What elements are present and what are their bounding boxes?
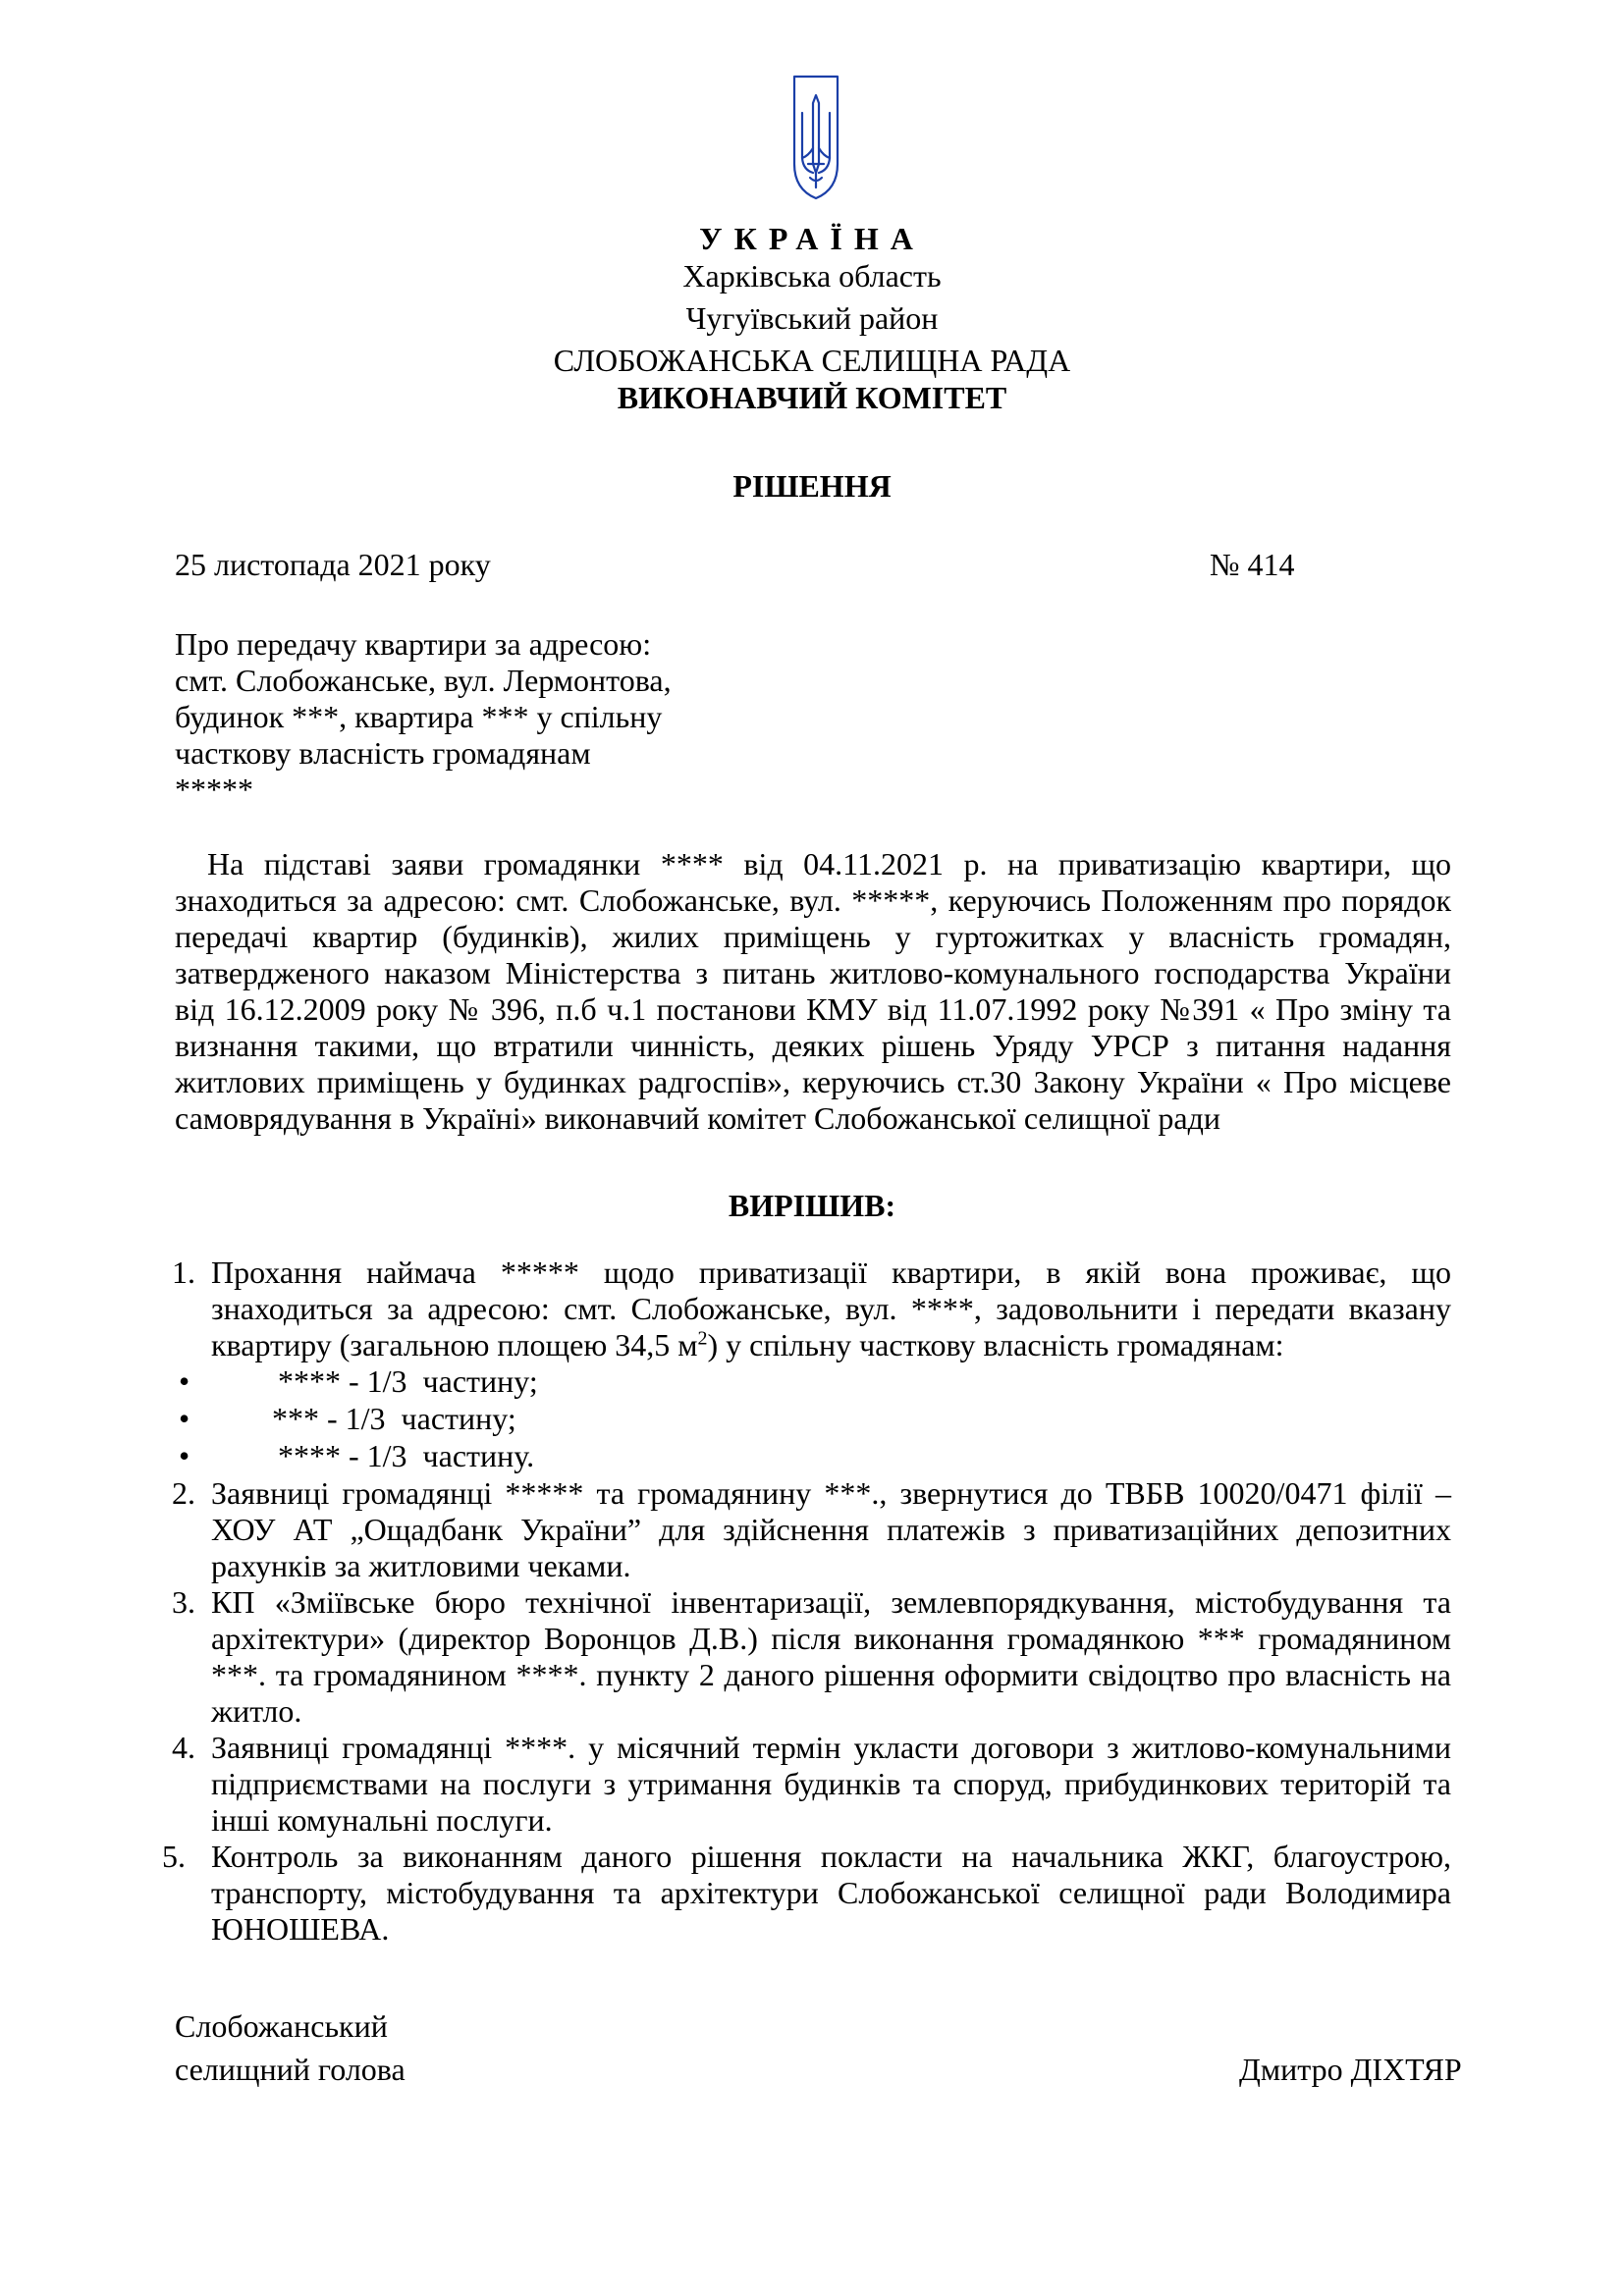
item-text: КП «Зміївське бюро технічної інвентаризації, землевпорядкування, містобудування та архітектури» (директор Воронцов Д.В.) після виконання громадянкою *** громадянином ***. та громадянином ****. пункту 2 даного рішення оформити свідоцтво про власність на житло. bbox=[211, 1584, 1451, 1729]
superscript: 2 bbox=[697, 1327, 708, 1350]
item-number: 5. bbox=[162, 1839, 186, 1874]
country-name: УКРАЇНА bbox=[699, 221, 925, 256]
list-item: • *** - 1/3 частину; bbox=[179, 1401, 516, 1436]
item-number: 4. bbox=[172, 1730, 195, 1765]
item-text: Заявниці громадянці ***** та громадянину ***., звернутися до ТВБВ 10020/0471 філії – ХОУ АТ „Ощадбанк України” для здійснення платежів з приватизаційних депозитних рахунків за житловими чеками. bbox=[211, 1475, 1451, 1583]
bullet-icon: • bbox=[179, 1363, 190, 1399]
item-text: Контроль за виконанням даного рішення покласти на начальника ЖКГ, благоустрою, транспорту, містобудування та архітектури Слобожанської селищної ради Володимира ЮНОШЕВА. bbox=[211, 1839, 1451, 1947]
preamble-paragraph: На підставі заяви громадянки **** від 04.11.2021 р. на приватизацію квартири, що знаходиться за адресою: смт. Слобожанське, вул. *****, керуючись Положенням про порядок передачі квартир (будинків), жилих приміщень у гуртожитках у власність громадян, затвердженого наказом Міністерства з питань житлово-комунального господарства України від 16.12.2009 року № 396, п.б ч.1 постанови КМУ від 11.07.1992 року №391 « Про зміну та визнання такими, що втратили чинність, деяких рішень Уряду УРСР з питання надання житлових приміщень у будинках радгоспів», керуючись ст.30 Закону України « Про місцеве самоврядування в Україні» виконавчий комітет Слобожанської селищної ради bbox=[175, 846, 1451, 1136]
resolved-heading: ВИРІШИВ: bbox=[728, 1188, 896, 1223]
subject-line: Про передачу квартири за адресою: bbox=[175, 626, 652, 662]
item-number: 1. bbox=[172, 1255, 195, 1290]
decision-item-2 bbox=[162, 1475, 1451, 1584]
district-name: Чугуївський район bbox=[685, 300, 939, 336]
subject-line: ***** bbox=[175, 772, 253, 807]
document-type-heading: РІШЕННЯ bbox=[732, 468, 892, 504]
signatory-title-line: селищний голова bbox=[175, 2052, 406, 2087]
list-item: • **** - 1/3 частину. bbox=[179, 1438, 535, 1473]
decision-number: № 414 bbox=[1210, 547, 1295, 582]
council-name: СЛОБОЖАНСЬКА СЕЛИЩНА РАДА bbox=[553, 343, 1071, 378]
item-text: Заявниці громадянці ****. у місячний термін укласти договори з житлово-комунальними підприємствами на послуги з утримання будинків та споруд, прибудинкових територій та інші комунальні послуги. bbox=[211, 1730, 1451, 1838]
decision-item-1 bbox=[162, 1255, 1451, 1475]
trident-coat-of-arms-icon bbox=[792, 74, 839, 201]
committee-name: ВИКОНАВЧИЙ КОМІТЕТ bbox=[617, 380, 1007, 415]
decision-item-5 bbox=[162, 1839, 1451, 1948]
list-item: • **** - 1/3 частину; bbox=[179, 1363, 538, 1399]
subject-line: смт. Слобожанське, вул. Лермонтова, bbox=[175, 663, 672, 698]
decision-list bbox=[162, 1255, 1451, 1948]
item-number: 3. bbox=[172, 1584, 195, 1620]
item-number: 2. bbox=[172, 1475, 195, 1511]
decision-subject bbox=[175, 626, 725, 808]
decision-item-3 bbox=[162, 1584, 1451, 1730]
signatory-title-line: Слобожанський bbox=[175, 2008, 388, 2044]
bullet-icon: • bbox=[179, 1438, 190, 1473]
item-text: Прохання наймача ***** щодо приватизації квартири, в якій вона проживає, що знаходиться за адресою: смт. Слобожанське, вул. ****, задовольнити і передати вказану квартиру (загальною площею 34,5 $м^2$) у спільну часткову власність громадянам: bbox=[211, 1255, 1451, 1362]
region-name: Харківська область bbox=[682, 258, 942, 294]
decision-date: 25 листопада 2021 року bbox=[175, 547, 491, 582]
bullet-icon: • bbox=[179, 1401, 190, 1436]
subject-line: будинок ***, квартира *** у спільну bbox=[175, 699, 663, 734]
signatory-name: Дмитро ДІХТЯР bbox=[1239, 2052, 1462, 2087]
share-list bbox=[179, 1363, 1451, 1475]
decision-item-4 bbox=[162, 1730, 1451, 1839]
subject-line: часткову власність громадянам bbox=[175, 735, 591, 771]
signatory-title bbox=[175, 2008, 406, 2095]
